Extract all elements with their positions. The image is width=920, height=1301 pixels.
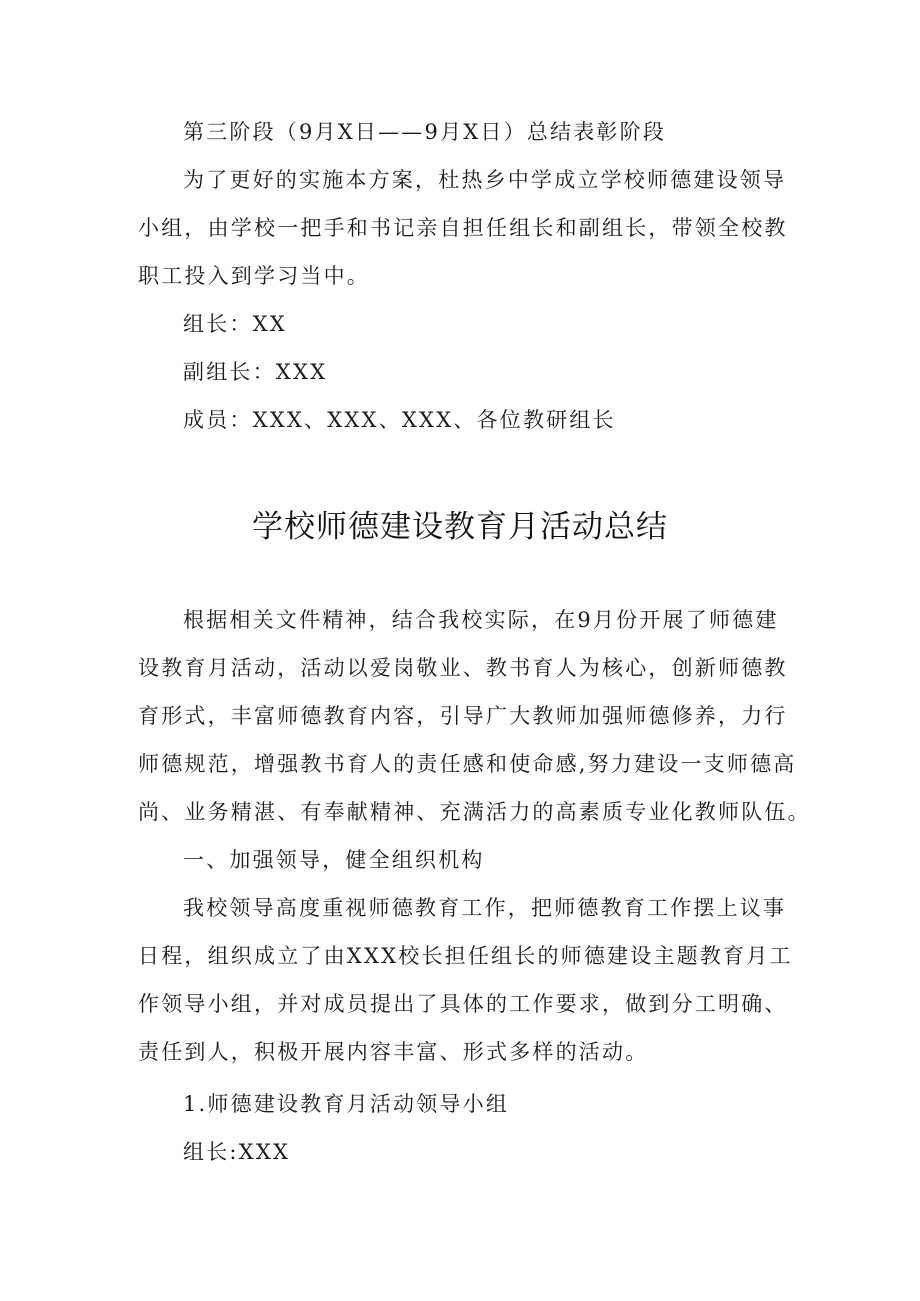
document-title: 学校师德建设教育月活动总结 — [252, 509, 668, 545]
leader-line: 组长：XX — [183, 312, 287, 336]
intro-line: 尚、业务精湛、有奉献精神、充满活力的高素质专业化教师队伍。 — [138, 800, 811, 824]
leader-line: 组长:XXX — [183, 1140, 291, 1164]
intro-line: 设教育月活动，活动以爱岗敬业、教书育人为核心，创新师德教 — [138, 656, 788, 680]
section-heading: 一、加强领导，健全组织机构 — [183, 848, 485, 872]
paragraph-line: 为了更好的实施本方案，杜热乡中学成立学校师德建设领导 — [183, 168, 787, 192]
paragraph-line: 小组，由学校一把手和书记亲自担任组长和副组长，带领全校教 — [138, 216, 788, 240]
paragraph-line: 我校领导高度重视师德教育工作，把师德教育工作摆上议事 — [183, 896, 787, 920]
paragraph-line: 作领导小组，并对成员提出了具体的工作要求，做到分工明确、 — [138, 992, 788, 1016]
intro-line: 育形式，丰富师德教育内容，引导广大教师加强师德修养，力行 — [138, 704, 788, 728]
paragraph-line: 职工投入到学习当中。 — [138, 264, 370, 288]
deputy-leader-line: 副组长：XXX — [183, 360, 328, 384]
stage-three-line: 第三阶段（9月X日——9月X日）总结表彰阶段 — [183, 120, 667, 144]
members-line: 成员：XXX、XXX、XXX、各位教研组长 — [183, 408, 616, 432]
subsection-heading: 1.师德建设教育月活动领导小组 — [183, 1092, 510, 1116]
paragraph-line: 责任到人，积极开展内容丰富、形式多样的活动。 — [138, 1040, 649, 1064]
intro-line: 根据相关文件精神，结合我校实际，在9月份开展了师德建 — [183, 608, 779, 632]
intro-line: 师德规范，增强教书育人的责任感和使命感,努力建设一支师德高 — [138, 752, 797, 776]
paragraph-line: 日程，组织成立了由XXX校长担任组长的师德建设主题教育月工 — [138, 944, 793, 968]
